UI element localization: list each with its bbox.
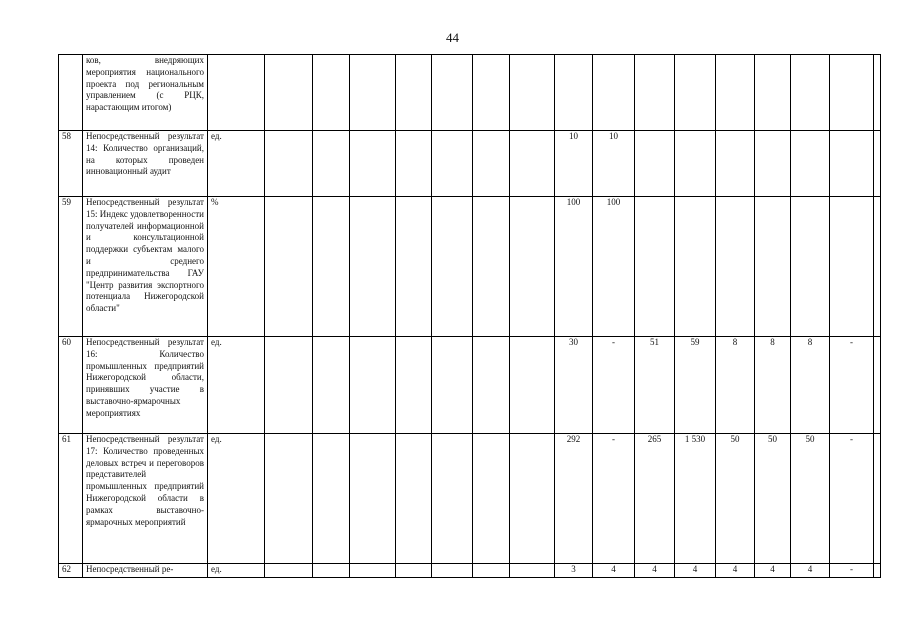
value-cell [830,197,874,337]
value-cell [473,131,510,197]
value-cell [432,197,473,337]
value-cell [473,197,510,337]
value-cell [350,197,396,337]
row-number: 62 [59,564,83,578]
value-cell: 51 [635,337,675,434]
value-cell: 50 [791,434,830,564]
value-cell [313,434,350,564]
value-cell [593,55,635,131]
value-cell [265,337,313,434]
value-cell: 265 [635,434,675,564]
table-row [59,434,881,564]
page-number: 44 [446,30,459,45]
value-cell [510,55,555,131]
value-cell [313,55,350,131]
value-cell [473,55,510,131]
value-cell: - [593,337,635,434]
value-cell [635,131,675,197]
value-cell: 8 [755,337,791,434]
value-cell: 292 [555,434,593,564]
value-cell [396,55,432,131]
table-row [59,55,881,131]
value-cell: 50 [755,434,791,564]
value-cell [396,131,432,197]
value-cell [791,197,830,337]
value-cell [675,197,716,337]
value-cell [510,564,555,578]
value-cell [396,564,432,578]
value-cell: 100 [593,197,635,337]
value-cell [265,197,313,337]
table-row [59,131,881,197]
value-cell [675,131,716,197]
value-cell [432,434,473,564]
value-cell: - [830,337,874,434]
value-cell [555,55,593,131]
value-cell: - [830,564,874,578]
value-cell: 4 [716,564,755,578]
value-cell: 30 [555,337,593,434]
indicator-name: Непосредственный ре- [83,564,208,578]
value-cell [432,55,473,131]
value-cell [265,564,313,578]
value-cell [830,131,874,197]
indicator-name: Непосредственный результат 17: Количество проведенных деловых встреч и переговоров представителей промышленных предприятий Нижегородской области в рамках выставочно-ярмарочных мероприятий [83,434,208,564]
value-cell [350,337,396,434]
value-cell [874,564,881,578]
value-cell: 100 [555,197,593,337]
indicator-name: Непосредственный результат 15: Индекс удовлетворенности получателей информационной и консультационной поддержки субъектам малого и среднего предпринимательства ГАУ "Центр развития экспортного потенциала Нижегородской области" [83,197,208,337]
value-cell: 1 530 [675,434,716,564]
value-cell [350,564,396,578]
value-cell [874,337,881,434]
value-cell [635,55,675,131]
value-cell [313,337,350,434]
value-cell: 4 [675,564,716,578]
value-cell [265,131,313,197]
value-cell [265,434,313,564]
value-cell: 4 [791,564,830,578]
value-cell [313,564,350,578]
value-cell [432,131,473,197]
value-cell [396,337,432,434]
unit-cell: ед. [208,564,265,578]
row-number: 60 [59,337,83,434]
value-cell [510,197,555,337]
value-cell [510,337,555,434]
value-cell [755,131,791,197]
value-cell [874,197,881,337]
value-cell [432,564,473,578]
value-cell: 50 [716,434,755,564]
value-cell [313,131,350,197]
value-cell [830,55,874,131]
value-cell [432,337,473,434]
row-number [59,55,83,131]
value-cell [396,197,432,337]
value-cell [473,564,510,578]
value-cell [791,55,830,131]
indicators-table [58,54,881,578]
value-cell [313,197,350,337]
unit-cell: ед. [208,131,265,197]
indicator-name: Непосредственный результат 16: Количество промышленных предприятий Нижегородской области, принявших участие в выставочно-ярмарочных мероприятиях [83,337,208,434]
value-cell [755,197,791,337]
value-cell: - [593,434,635,564]
value-cell [473,337,510,434]
value-cell: 8 [716,337,755,434]
value-cell [635,197,675,337]
row-number: 58 [59,131,83,197]
value-cell [675,55,716,131]
indicator-name: ков, внедряющих мероприятия национального проекта под региональным управлением (с РЦК, нарастающим итогом) [83,55,208,131]
value-cell: 4 [755,564,791,578]
value-cell [350,131,396,197]
value-cell: 8 [791,337,830,434]
value-cell [716,55,755,131]
unit-cell [208,55,265,131]
value-cell [350,55,396,131]
unit-cell: ед. [208,337,265,434]
value-cell [791,131,830,197]
value-cell [716,197,755,337]
table-row [59,564,881,578]
value-cell [396,434,432,564]
row-number: 61 [59,434,83,564]
value-cell [874,131,881,197]
value-cell: 10 [555,131,593,197]
value-cell: 3 [555,564,593,578]
value-cell [755,55,791,131]
value-cell: 10 [593,131,635,197]
unit-cell: ед. [208,434,265,564]
value-cell [874,55,881,131]
value-cell: - [830,434,874,564]
table-row [59,197,881,337]
value-cell: 4 [635,564,675,578]
value-cell [265,55,313,131]
value-cell [350,434,396,564]
value-cell: 59 [675,337,716,434]
value-cell [874,434,881,564]
indicator-name: Непосредственный результат 14: Количество организаций, на которых проведен инновационный аудит [83,131,208,197]
value-cell [510,131,555,197]
table-row [59,337,881,434]
unit-cell: % [208,197,265,337]
value-cell: 4 [593,564,635,578]
row-number: 59 [59,197,83,337]
value-cell [716,131,755,197]
value-cell [473,434,510,564]
value-cell [510,434,555,564]
